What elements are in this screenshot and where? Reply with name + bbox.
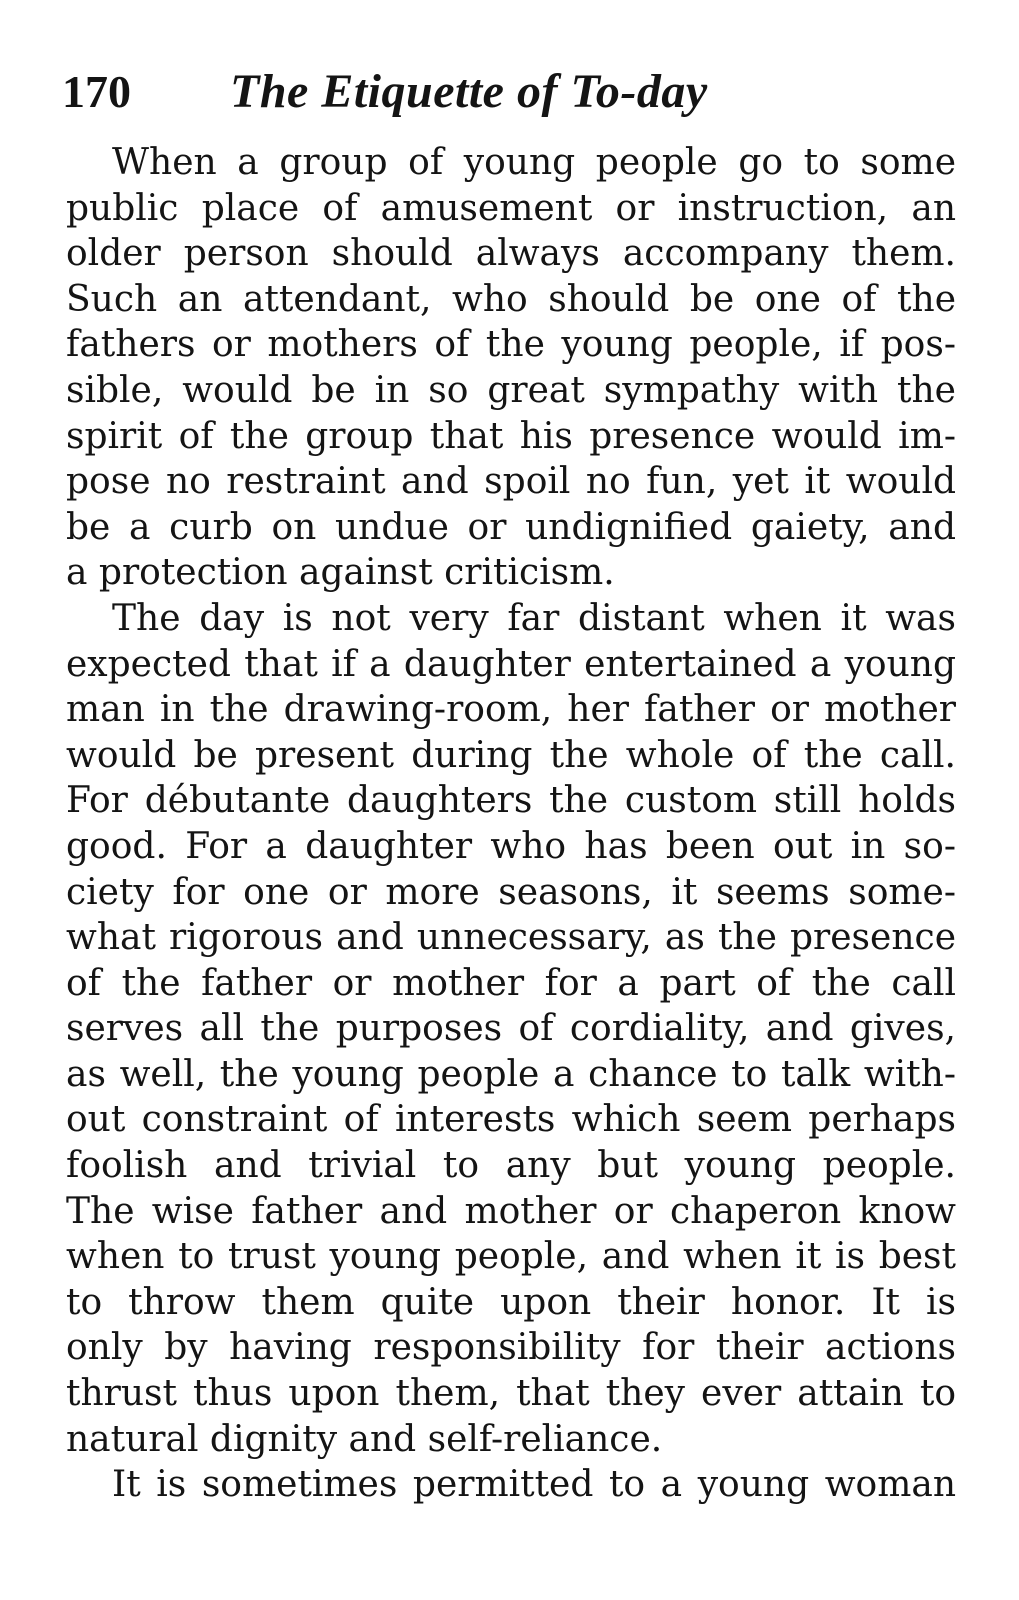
page-number: 170 <box>62 66 131 117</box>
text-line: be a curb on undue or undignified gaiety, and <box>66 506 956 548</box>
text-line: when to trust young people, and when it is best <box>66 1236 956 1278</box>
text-line: public place of amusement or instruction, an <box>66 187 956 229</box>
book-title: The Etiquette of To-day <box>230 65 708 118</box>
text-line: It is sometimes permitted to a young woman <box>112 1464 956 1506</box>
text-line: For débutante daughters the custom still holds <box>66 780 956 822</box>
text-line: Such an attendant, who should be one of the <box>66 278 956 320</box>
text-line: older person should always accompany them. <box>66 233 956 275</box>
text-line: a protection against criticism. <box>66 552 615 594</box>
text-line: of the father or mother for a part of the call <box>66 962 956 1004</box>
text-line: to throw them quite upon their honor. It is <box>66 1281 956 1323</box>
text-line: spirit of the group that his presence would im- <box>66 415 956 457</box>
text-line: what rigorous and unnecessary, as the presence <box>66 917 956 959</box>
text-line: When a group of young people go to some <box>112 142 956 183</box>
text-line: fathers or mothers of the young people, if pos- <box>66 324 956 366</box>
text-line: only by having responsibility for their actions <box>66 1327 956 1369</box>
text-line: would be present during the whole of the call. <box>66 734 956 776</box>
text-line: ciety for one or more seasons, it seems some- <box>66 871 956 913</box>
text-line: as well, the young people a chance to talk with- <box>66 1053 956 1095</box>
text-line: man in the drawing-room, her father or mother <box>66 689 956 731</box>
text-line: thrust thus upon them, that they ever attain to <box>66 1373 956 1415</box>
text-line: The wise father and mother or chaperon know <box>66 1190 956 1232</box>
body-text <box>66 140 956 1508</box>
text-line: The day is not very far distant when it was <box>112 597 956 639</box>
text-line: out constraint of interests which seem perhaps <box>66 1099 956 1141</box>
text-line: good. For a daughter who has been out in so- <box>66 825 956 867</box>
text-line: foolish and trivial to any but young people. <box>66 1145 956 1187</box>
text-line: expected that if a daughter entertained a young <box>66 643 956 685</box>
text-line: pose no restraint and spoil no fun, yet it would <box>66 461 956 503</box>
text-line: sible, would be in so great sympathy with the <box>66 369 956 411</box>
running-head <box>62 62 962 124</box>
text-line: natural dignity and self-reliance. <box>66 1418 663 1460</box>
text-line: serves all the purposes of cordiality, and gives, <box>66 1008 956 1050</box>
